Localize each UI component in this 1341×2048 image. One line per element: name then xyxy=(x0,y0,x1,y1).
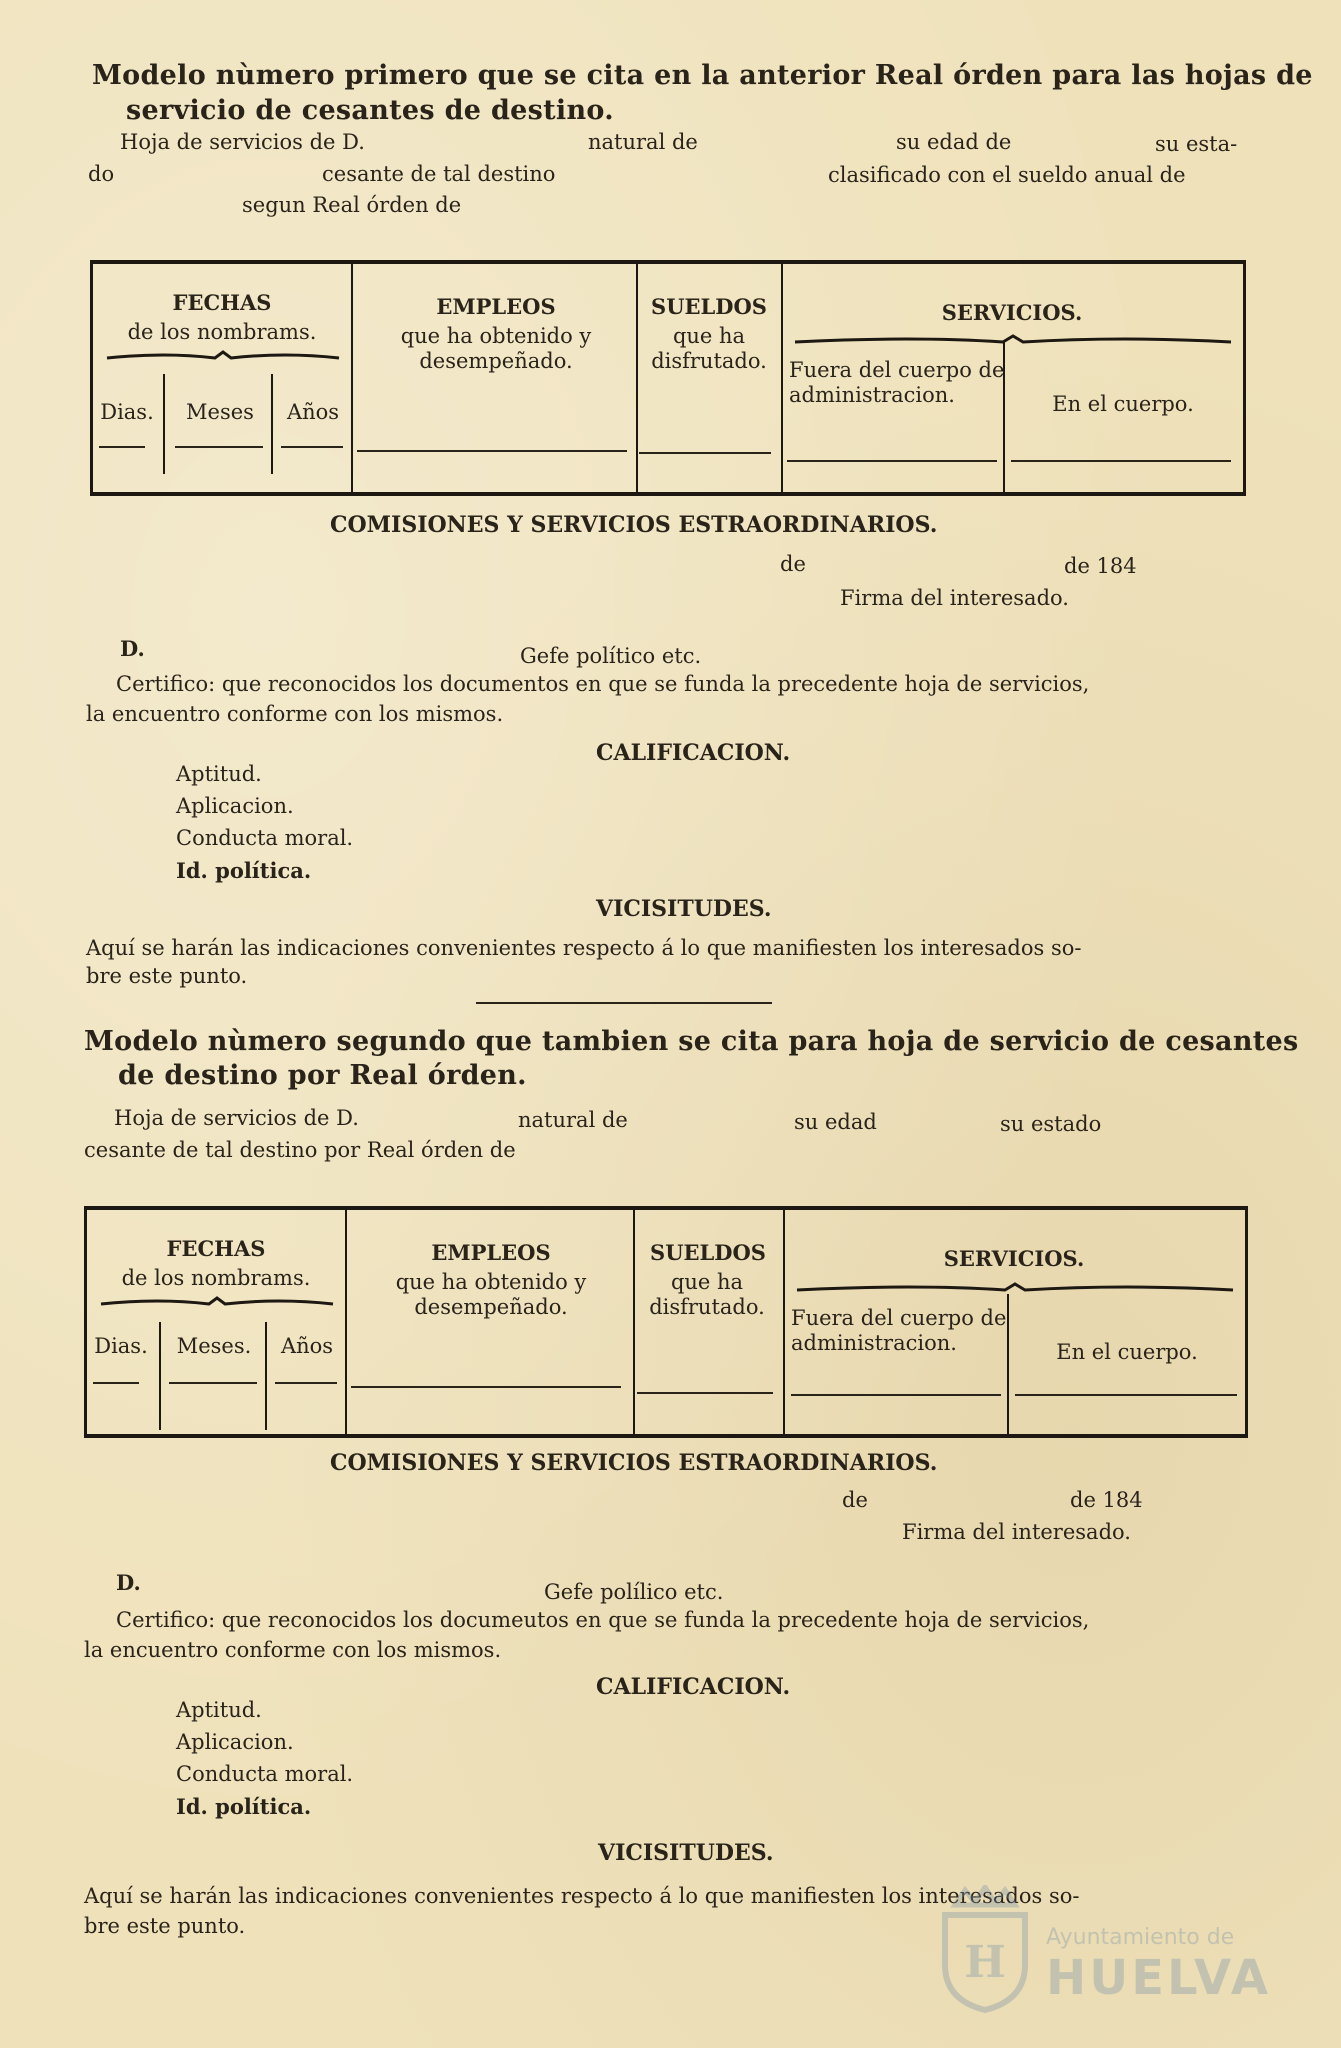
block1-certifico-2: la encuentro conforme con los mismos. xyxy=(86,702,504,726)
model1-hoja-c: su edad de xyxy=(896,130,1012,154)
table1-servicios: SERVICIOS. xyxy=(941,300,1083,325)
model2-title-line1: Modelo nùmero segundo que tambien se cita para hoja de servicio de cesantes xyxy=(84,1026,1299,1057)
block2-calificacion: CALIFICACION. xyxy=(596,1674,791,1700)
block1-d: D. xyxy=(120,636,145,661)
svg-text:H: H xyxy=(964,1937,1006,1988)
table2-fechas-sub: de los nombrams. xyxy=(121,1266,311,1290)
block1-comisiones: COMISIONES Y SERVICIOS ESTRAORDINARIOS. xyxy=(330,512,938,538)
model2-title-line2: de destino por Real órden. xyxy=(118,1060,527,1091)
table1-fechas-swash xyxy=(105,350,341,364)
model1-hoja-line2-c: clasificado con el sueldo anual de xyxy=(828,163,1186,187)
table1-sueldos: SUELDOS xyxy=(651,294,767,319)
model2-hoja-c: su edad xyxy=(794,1110,877,1134)
model1-hoja-a: Hoja de servicios de D. xyxy=(120,130,365,154)
table2-meses: Meses. xyxy=(176,1334,252,1358)
table2-sueldos-sub: que ha disfrutado. xyxy=(649,1270,765,1320)
block2-certifico-1: Certifico: que reconocidos los documeutos en que se funda la precedente hoja de servicios, xyxy=(116,1608,1090,1632)
model1-title-line1: Modelo nùmero primero que se cita en la anterior Real órden para las hojas de xyxy=(92,60,1313,91)
table2-servicios-swash xyxy=(795,1282,1235,1296)
block2-certifico-2: la encuentro conforme con los mismos. xyxy=(84,1638,502,1662)
block1-aqui-2: bre este punto. xyxy=(86,964,248,988)
block2-de: de xyxy=(842,1488,868,1512)
block2-aqui-1: Aquí se harán las indicaciones convenientes respecto á lo que manifiesten los interesados so- xyxy=(84,1884,1080,1908)
block1-calificacion: CALIFICACION. xyxy=(596,740,791,766)
table1-fechas: FECHAS xyxy=(172,290,272,315)
model1-title-line2: servicio de cesantes de destino. xyxy=(126,95,614,126)
block1-vicisitudes: VICISITUDES. xyxy=(596,896,772,922)
model2-hoja-b: natural de xyxy=(518,1108,628,1132)
table1-fechas-sub: de los nombrams. xyxy=(127,320,317,344)
table2-fechas: FECHAS xyxy=(166,1236,266,1261)
watermark-city: HUELVA xyxy=(1046,1950,1271,2006)
block2-aptitud: Aptitud. xyxy=(176,1698,262,1722)
table2-en-cuerpo: En el cuerpo. xyxy=(1056,1340,1198,1364)
block1-gefe: Gefe político etc. xyxy=(520,644,702,668)
model2-hoja-line2: cesante de tal destino por Real órden de xyxy=(84,1138,516,1162)
table2-dias: Dias. xyxy=(94,1334,148,1358)
table1-sueldos-sub: que ha disfrutado. xyxy=(651,324,767,374)
block2-politica: Id. política. xyxy=(176,1794,312,1819)
model1-hoja-b: natural de xyxy=(588,130,698,154)
table2-empleos: EMPLEOS xyxy=(431,1240,551,1265)
block1-aplicacion: Aplicacion. xyxy=(176,794,294,818)
block1-certifico-1: Certifico: que reconocidos los documentos en que se funda la precedente hoja de servicios, xyxy=(116,672,1090,696)
table1-dias: Dias. xyxy=(100,400,154,424)
table2-anos: Años xyxy=(280,1334,334,1358)
table1-empleos-sub: que ha obtenido y desempeñado. xyxy=(400,324,592,374)
block2-de-year: de 184 xyxy=(1070,1488,1143,1512)
section-divider xyxy=(476,1002,772,1004)
model1-hoja-d: su esta- xyxy=(1155,132,1238,156)
crest-icon xyxy=(930,1885,1040,2015)
block2-aqui-2: bre este punto. xyxy=(84,1914,246,1938)
service-table-1 xyxy=(90,260,1246,496)
block1-firma: Firma del interesado. xyxy=(840,586,1069,610)
block2-conducta: Conducta moral. xyxy=(176,1762,354,1786)
archive-watermark xyxy=(964,1925,1271,2006)
table1-meses: Meses xyxy=(186,400,254,424)
table2-servicios: SERVICIOS. xyxy=(943,1246,1085,1271)
block1-de: de xyxy=(780,552,806,576)
block1-de-year: de 184 xyxy=(1064,554,1137,578)
block1-conducta: Conducta moral. xyxy=(176,826,354,850)
table1-en-cuerpo: En el cuerpo. xyxy=(1052,392,1194,416)
block2-comisiones: COMISIONES Y SERVICIOS ESTRAORDINARIOS. xyxy=(330,1450,938,1476)
block2-aplicacion: Aplicacion. xyxy=(176,1730,294,1754)
table2-empleos-sub: que ha obtenido y desempeñado. xyxy=(395,1270,587,1320)
block1-aptitud: Aptitud. xyxy=(176,762,262,786)
model1-hoja-line2-a: do xyxy=(88,162,115,186)
table2-fuera: Fuera del cuerpo de administracion. xyxy=(791,1306,1007,1356)
model1-hoja-line2-b: cesante de tal destino xyxy=(322,162,556,186)
model2-hoja-a: Hoja de servicios de D. xyxy=(114,1106,359,1130)
table2-fechas-swash xyxy=(99,1296,335,1310)
block2-vicisitudes: VICISITUDES. xyxy=(598,1840,774,1866)
block1-aqui-1: Aquí se harán las indicaciones convenientes respecto á lo que manifiesten los interesados so- xyxy=(86,936,1082,960)
model1-hoja-line3: segun Real órden de xyxy=(242,193,462,217)
block1-politica: Id. política. xyxy=(176,858,312,883)
table1-fuera: Fuera del cuerpo de administracion. xyxy=(789,358,1005,408)
model2-hoja-d: su estado xyxy=(1000,1112,1102,1136)
block2-gefe: Gefe polílico etc. xyxy=(544,1580,724,1604)
table2-sueldos: SUELDOS xyxy=(650,1240,766,1265)
block2-d: D. xyxy=(116,1570,141,1595)
service-table-2 xyxy=(84,1206,1248,1438)
watermark-org: Ayuntamiento de xyxy=(1046,1925,1235,1950)
block2-firma: Firma del interesado. xyxy=(902,1520,1131,1544)
table1-servicios-swash xyxy=(793,334,1233,348)
table1-empleos: EMPLEOS xyxy=(436,294,556,319)
table1-anos: Años xyxy=(286,400,340,424)
